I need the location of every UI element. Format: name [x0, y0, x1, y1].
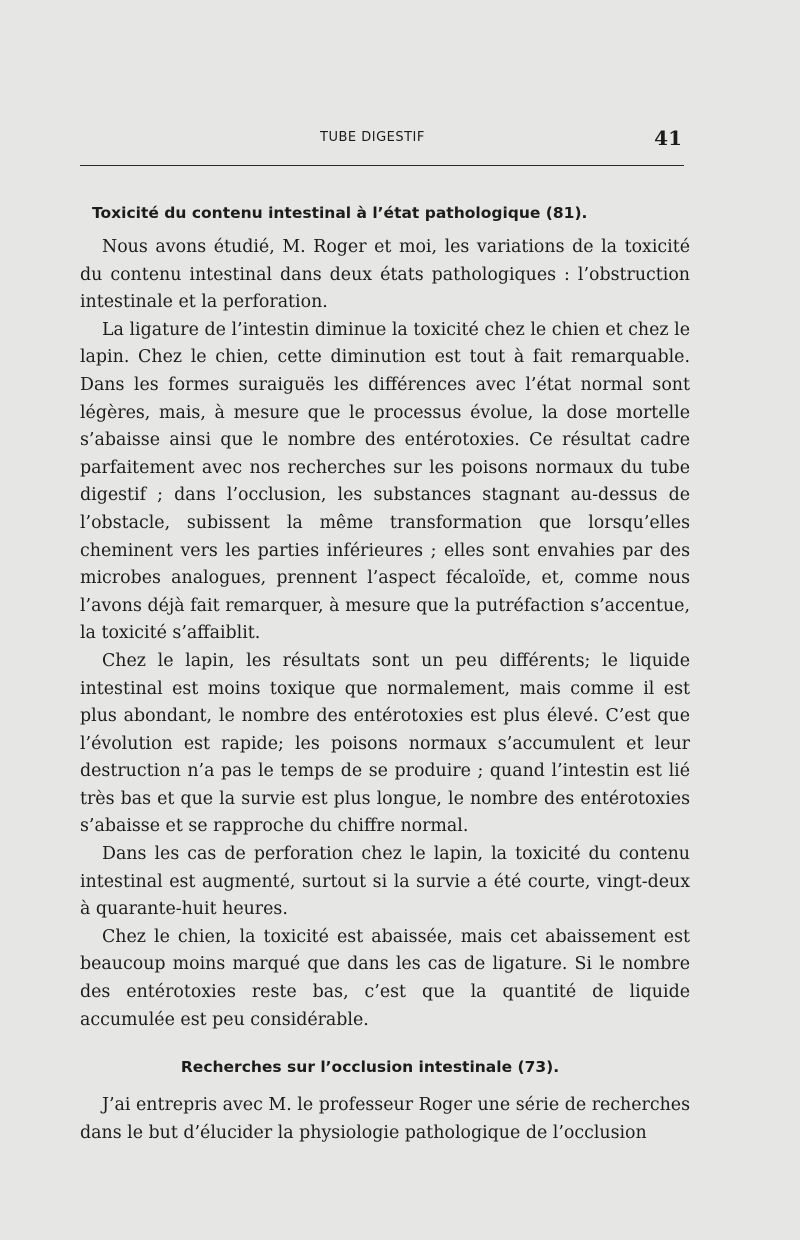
section-title-occlusion: Recherches sur l’occlusion intestinale (73).	[180, 1058, 560, 1077]
paragraph: Dans les cas de perforation chez le lapin, la toxicité du contenu intestinal est augmenté, surtout si la survie a été courte, vingt-deux à quarante-huit heures.	[80, 844, 690, 920]
header-rule	[80, 165, 684, 166]
running-head: TUBE DIGESTIF	[320, 130, 425, 145]
section-title-toxicite: Toxicité du contenu intestinal à l’état pathologique (81).	[92, 204, 588, 222]
paragraph: Nous avons étudié, M. Roger et moi, les variations de la toxicité du contenu intestinal dans deux états pathologiques : l’obstruction intestinale et la perforation.	[80, 237, 690, 313]
page-header	[80, 126, 684, 150]
paragraph: Chez le chien, la toxicité est abaissée, mais cet abaissement est beaucoup moins marqué que dans les cas de ligature. Si le nombre des entérotoxies reste bas, c’est que la quantité de liquide accumulée est peu considérable.	[80, 926, 690, 1030]
paragraph: Chez le lapin, les résultats sont un peu différents; le liquide intestinal est moins toxique que normalement, mais comme il est plus abondant, le nombre des entérotoxies est plus élevé. C’est que l’évolution est rapide; les poisons normaux s’accumulent et leur destruction n’a pas le temps de se produire ; quand l’intestin est lié très bas et que la survie est plus longue, le nombre des entérotoxies s’abaisse et se rapproche du chiffre normal.	[80, 650, 690, 837]
paragraph: J’ai entrepris avec M. le professeur Roger une série de recherches dans le but d’élucider la physiologie pathologique de l’occlusion	[80, 1095, 690, 1143]
page-number: 41	[654, 126, 682, 150]
paragraph: La ligature de l’intestin diminue la toxicité chez le chien et chez le lapin. Chez le chien, cette diminution est tout à fait remarquable. Dans les formes suraiguës les différences avec l’état normal sont légères, mais, à mesure que le processus évolue, la dose mortelle s’abaisse ainsi que le nombre des entérotoxies. Ce résultat cadre parfaitement avec nos recherches sur les poisons normaux du tube digestif ; dans l’occlusion, les substances stagnant au-dessus de l’obstacle, subissent la même transformation que lorsqu’elles cheminent vers les parties inférieures ; elles sont envahies par des microbes analogues, prennent l’aspect fécaloïde, et, comme nous l’avons déjà fait remarquer, à mesure que la putréfaction s’accentue, la toxicité s’affaiblit.	[80, 319, 690, 644]
body-text	[80, 200, 690, 1147]
